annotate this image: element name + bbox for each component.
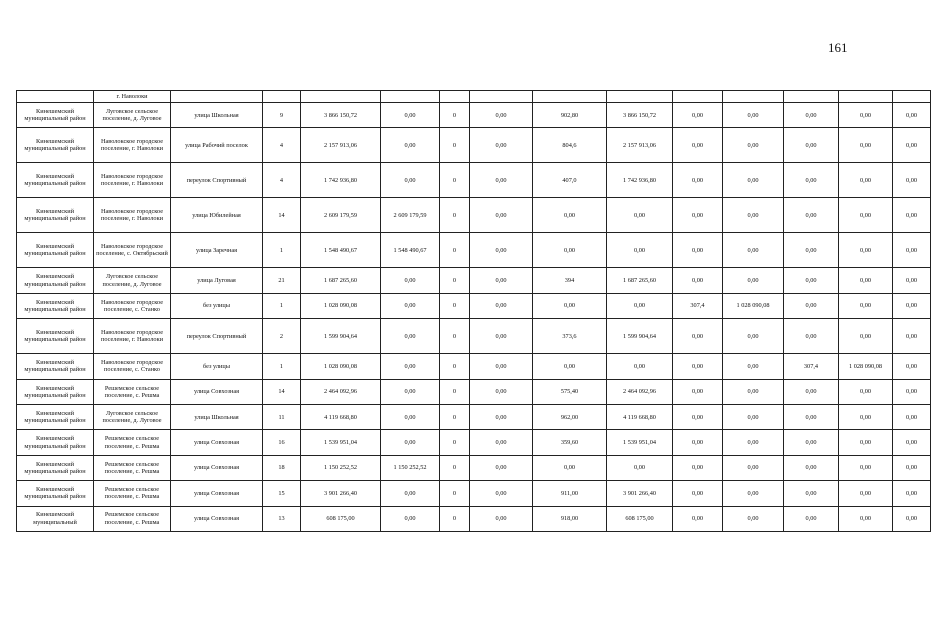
value-cell: 0,00 (784, 319, 839, 354)
amount-cell: 0,00 (381, 319, 440, 354)
street-cell: переулок Спортивный (171, 319, 263, 354)
amount-cell: 0,00 (723, 506, 784, 531)
total-cost-cell: 1 742 936,80 (301, 163, 381, 198)
value-cell: 0,00 (673, 128, 723, 163)
district-cell: Кинешемский муниципальный район (17, 268, 94, 293)
amount-cell: 3 901 266,40 (607, 481, 673, 506)
amount-cell: 0,00 (470, 481, 533, 506)
amount-cell: 0,00 (723, 198, 784, 233)
value-cell: 0,00 (784, 379, 839, 404)
house-number-cell: 9 (263, 103, 301, 128)
count-cell: 0 (440, 379, 470, 404)
district-cell: Кинешемский муниципальный район (17, 354, 94, 379)
count-cell: 0 (440, 103, 470, 128)
value-cell: 0,00 (673, 103, 723, 128)
value-cell: 0,00 (673, 506, 723, 531)
total-cost-cell: 4 119 668,80 (301, 404, 381, 429)
area-cell: 962,00 (533, 404, 607, 429)
street-cell: улица Совхозная (171, 430, 263, 455)
house-number-cell: 1 (263, 293, 301, 318)
amount-cell: 0,00 (839, 293, 893, 318)
amount-cell: 0,00 (839, 379, 893, 404)
amount-cell: 0,00 (381, 481, 440, 506)
district-cell: Кинешемский муниципальный район (17, 430, 94, 455)
amount-cell: 0,00 (839, 481, 893, 506)
value-cell: 307,4 (673, 293, 723, 318)
settlement-cell: Наволокское городское поселение, г. Наволоки (94, 128, 171, 163)
district-cell: Кинешемский муниципальный район (17, 404, 94, 429)
amount-cell: 0,00 (381, 293, 440, 318)
value-cell: 0,00 (673, 268, 723, 293)
amount-cell: 0,00 (381, 430, 440, 455)
district-cell (17, 91, 94, 103)
street-cell: улица Совхозная (171, 455, 263, 480)
value-cell: 0,00 (784, 506, 839, 531)
district-cell: Кинешемский муниципальный район (17, 163, 94, 198)
total-cost-cell: 1 150 252,52 (301, 455, 381, 480)
table-row (17, 163, 931, 198)
total-cost-cell: 1 548 490,67 (301, 233, 381, 268)
amount-cell: 1 687 265,60 (607, 268, 673, 293)
area-cell: 0,00 (533, 233, 607, 268)
value-cell: 0,00 (893, 163, 931, 198)
total-cost-cell: 1 599 904,64 (301, 319, 381, 354)
table-row (17, 233, 931, 268)
house-number-cell: 1 (263, 233, 301, 268)
amount-cell: 0,00 (723, 268, 784, 293)
street-cell: улица Совхозная (171, 379, 263, 404)
amount-cell: 0,00 (470, 319, 533, 354)
amount-cell: 0,00 (470, 233, 533, 268)
table-row (17, 293, 931, 318)
amount-cell: 0,00 (607, 198, 673, 233)
amount-cell: 0,00 (607, 293, 673, 318)
amount-cell: 0,00 (470, 430, 533, 455)
value-cell: 0,00 (893, 128, 931, 163)
value-cell: 0,00 (673, 163, 723, 198)
table-row (17, 268, 931, 293)
settlement-cell: Наволокское городское поселение, г. Наволоки (94, 163, 171, 198)
amount-cell: 0,00 (723, 379, 784, 404)
value-cell: 0,00 (893, 354, 931, 379)
amount-cell: 2 157 913,06 (607, 128, 673, 163)
settlement-cell: Луговское сельское поселение, д. Луговое (94, 268, 171, 293)
value-cell: 0,00 (893, 481, 931, 506)
amount-cell: 0,00 (839, 430, 893, 455)
value-cell: 0,00 (673, 233, 723, 268)
value-cell: 0,00 (673, 455, 723, 480)
amount-cell: 0,00 (839, 233, 893, 268)
amount-cell: 0,00 (839, 455, 893, 480)
settlement-cell: Наволокское городское поселение, г. Наволоки (94, 198, 171, 233)
street-cell: без улицы (171, 354, 263, 379)
area-cell: 804,6 (533, 128, 607, 163)
amount-cell: 1 028 090,08 (839, 354, 893, 379)
amount-cell: 0,00 (470, 268, 533, 293)
count-cell: 0 (440, 481, 470, 506)
area-cell: 0,00 (533, 354, 607, 379)
value-cell: 0,00 (784, 128, 839, 163)
settlement-cell: Решемское сельское поселение, с. Решма (94, 506, 171, 531)
value-cell: 0,00 (673, 319, 723, 354)
housing-registry-table (16, 90, 931, 532)
house-number-cell: 1 (263, 354, 301, 379)
table-row (17, 198, 931, 233)
settlement-cell: Наволокское городское поселение, с. Станко (94, 354, 171, 379)
amount-cell: 0,00 (723, 481, 784, 506)
value-cell: 0,00 (893, 293, 931, 318)
district-cell: Кинешемский муниципальный район (17, 319, 94, 354)
house-number-cell: 14 (263, 379, 301, 404)
area-cell: 918,00 (533, 506, 607, 531)
settlement-cell: Луговское сельское поселение, д. Луговое (94, 404, 171, 429)
total-cost-cell: 3 866 150,72 (301, 103, 381, 128)
amount-cell: 0,00 (381, 128, 440, 163)
value-cell: 0,00 (673, 430, 723, 455)
amount-cell: 0,00 (470, 293, 533, 318)
district-cell: Кинешемский муниципальный район (17, 293, 94, 318)
amount-cell: 0,00 (470, 506, 533, 531)
value-cell: 0,00 (784, 404, 839, 429)
settlement-cell: Луговское сельское поселение, д. Луговое (94, 103, 171, 128)
street-cell: переулок Спортивный (171, 163, 263, 198)
amount-cell: 0,00 (839, 319, 893, 354)
amount-cell: 0,00 (839, 506, 893, 531)
amount-cell: 0,00 (381, 404, 440, 429)
amount-cell: 4 119 668,80 (607, 404, 673, 429)
amount-cell: 0,00 (839, 128, 893, 163)
street-cell: улица Школьная (171, 103, 263, 128)
street-cell: улица Рабочий поселок (171, 128, 263, 163)
value-cell: 0,00 (673, 354, 723, 379)
amount-cell: 0,00 (470, 103, 533, 128)
area-cell: 373,6 (533, 319, 607, 354)
table-row (17, 404, 931, 429)
street-cell: улица Школьная (171, 404, 263, 429)
count-cell: 0 (440, 268, 470, 293)
amount-cell: 0,00 (723, 103, 784, 128)
house-number-cell: 18 (263, 455, 301, 480)
table-row (17, 103, 931, 128)
amount-cell: 0,00 (470, 455, 533, 480)
settlement-cell: Решемское сельское поселение, с. Решма (94, 455, 171, 480)
house-number-cell: 13 (263, 506, 301, 531)
value-cell: 0,00 (893, 319, 931, 354)
area-cell: 902,80 (533, 103, 607, 128)
value-cell: 0,00 (673, 404, 723, 429)
area-cell: 394 (533, 268, 607, 293)
total-cost-cell: 608 175,00 (301, 506, 381, 531)
amount-cell: 0,00 (470, 404, 533, 429)
amount-cell: 0,00 (381, 103, 440, 128)
table-row (17, 506, 931, 531)
amount-cell: 0,00 (723, 354, 784, 379)
amount-cell: 0,00 (723, 128, 784, 163)
value-cell: 0,00 (784, 293, 839, 318)
count-cell: 0 (440, 455, 470, 480)
settlement-cell: Решемское сельское поселение, с. Решма (94, 481, 171, 506)
amount-cell: 0,00 (839, 268, 893, 293)
house-number-cell: 15 (263, 481, 301, 506)
settlement-cell: г. Наволоки (94, 91, 171, 103)
house-number-cell: 11 (263, 404, 301, 429)
count-cell: 0 (440, 430, 470, 455)
house-number-cell: 14 (263, 198, 301, 233)
amount-cell: 0,00 (470, 128, 533, 163)
count-cell: 0 (440, 198, 470, 233)
amount-cell: 0,00 (607, 233, 673, 268)
house-number-cell: 2 (263, 319, 301, 354)
amount-cell: 0,00 (723, 404, 784, 429)
value-cell: 0,00 (893, 430, 931, 455)
amount-cell: 3 866 150,72 (607, 103, 673, 128)
count-cell: 0 (440, 233, 470, 268)
value-cell: 0,00 (893, 455, 931, 480)
amount-cell: 0,00 (381, 379, 440, 404)
count-cell: 0 (440, 293, 470, 318)
value-cell: 0,00 (893, 233, 931, 268)
area-cell: 407,0 (533, 163, 607, 198)
amount-cell: 0,00 (470, 354, 533, 379)
amount-cell: 0,00 (723, 163, 784, 198)
amount-cell: 0,00 (839, 198, 893, 233)
amount-cell: 1 742 936,80 (607, 163, 673, 198)
table-row (17, 379, 931, 404)
amount-cell: 1 539 951,04 (607, 430, 673, 455)
amount-cell: 608 175,00 (607, 506, 673, 531)
amount-cell: 0,00 (839, 163, 893, 198)
amount-cell: 0,00 (839, 404, 893, 429)
count-cell: 0 (440, 319, 470, 354)
value-cell: 0,00 (893, 506, 931, 531)
amount-cell: 1 150 252,52 (381, 455, 440, 480)
total-cost-cell: 2 157 913,06 (301, 128, 381, 163)
house-number-cell: 21 (263, 268, 301, 293)
value-cell: 0,00 (893, 268, 931, 293)
count-cell: 0 (440, 404, 470, 429)
table-row (17, 91, 931, 103)
total-cost-cell: 3 901 266,40 (301, 481, 381, 506)
area-cell: 0,00 (533, 455, 607, 480)
amount-cell: 0,00 (381, 506, 440, 531)
amount-cell: 1 548 490,67 (381, 233, 440, 268)
table-row (17, 319, 931, 354)
area-cell: 359,60 (533, 430, 607, 455)
table-row (17, 128, 931, 163)
value-cell: 0,00 (673, 198, 723, 233)
district-cell: Кинешемский муниципальный район (17, 198, 94, 233)
count-cell: 0 (440, 506, 470, 531)
total-cost-cell: 1 539 951,04 (301, 430, 381, 455)
house-number-cell: 4 (263, 163, 301, 198)
page-number: 161 (828, 40, 848, 55)
total-cost-cell: 1 028 090,08 (301, 293, 381, 318)
area-cell: 911,00 (533, 481, 607, 506)
table-row (17, 354, 931, 379)
amount-cell: 2 609 179,59 (381, 198, 440, 233)
district-cell: Кинешемский муниципальный район (17, 233, 94, 268)
value-cell: 0,00 (893, 379, 931, 404)
amount-cell: 0,00 (723, 430, 784, 455)
district-cell: Кинешемский муниципальный район (17, 455, 94, 480)
street-cell: улица Юбилейная (171, 198, 263, 233)
amount-cell: 0,00 (381, 163, 440, 198)
total-cost-cell: 2 609 179,59 (301, 198, 381, 233)
amount-cell: 0,00 (381, 268, 440, 293)
amount-cell: 0,00 (381, 354, 440, 379)
district-cell: Кинешемский муниципальный (17, 506, 94, 531)
amount-cell: 0,00 (723, 455, 784, 480)
house-number-cell: 16 (263, 430, 301, 455)
value-cell: 0,00 (893, 198, 931, 233)
table-row (17, 455, 931, 480)
settlement-cell: Наволокское городское поселение, с. Октябрьский (94, 233, 171, 268)
value-cell: 0,00 (673, 379, 723, 404)
value-cell: 0,00 (784, 233, 839, 268)
count-cell: 0 (440, 128, 470, 163)
table-row (17, 481, 931, 506)
street-cell: без улицы (171, 293, 263, 318)
street-cell: улица Луговая (171, 268, 263, 293)
amount-cell: 0,00 (470, 163, 533, 198)
district-cell: Кинешемский муниципальный район (17, 481, 94, 506)
amount-cell: 2 464 092,96 (607, 379, 673, 404)
amount-cell: 1 599 904,64 (607, 319, 673, 354)
table-row (17, 430, 931, 455)
amount-cell: 1 028 090,08 (723, 293, 784, 318)
value-cell: 0,00 (784, 103, 839, 128)
value-cell: 0,00 (893, 404, 931, 429)
area-cell: 575,40 (533, 379, 607, 404)
count-cell: 0 (440, 163, 470, 198)
street-cell: улица Совхозная (171, 481, 263, 506)
value-cell: 0,00 (673, 481, 723, 506)
total-cost-cell: 1 687 265,60 (301, 268, 381, 293)
value-cell: 0,00 (784, 430, 839, 455)
amount-cell: 0,00 (839, 103, 893, 128)
house-number-cell: 4 (263, 128, 301, 163)
district-cell: Кинешемский муниципальный район (17, 379, 94, 404)
amount-cell: 0,00 (607, 354, 673, 379)
value-cell: 0,00 (784, 268, 839, 293)
total-cost-cell: 2 464 092,96 (301, 379, 381, 404)
amount-cell: 0,00 (470, 198, 533, 233)
area-cell: 0,00 (533, 293, 607, 318)
value-cell: 307,4 (784, 354, 839, 379)
amount-cell: 0,00 (470, 379, 533, 404)
settlement-cell: Наволокское городское поселение, г. Наволоки (94, 319, 171, 354)
total-cost-cell: 1 028 090,08 (301, 354, 381, 379)
amount-cell: 0,00 (723, 233, 784, 268)
street-cell: улица Совхозная (171, 506, 263, 531)
value-cell: 0,00 (784, 455, 839, 480)
settlement-cell: Решемское сельское поселение, с. Решма (94, 430, 171, 455)
district-cell: Кинешемский муниципальный район (17, 103, 94, 128)
value-cell: 0,00 (784, 481, 839, 506)
amount-cell: 0,00 (607, 455, 673, 480)
count-cell: 0 (440, 354, 470, 379)
settlement-cell: Наволокское городское поселение, с. Станко (94, 293, 171, 318)
district-cell: Кинешемский муниципальный район (17, 128, 94, 163)
amount-cell: 0,00 (723, 319, 784, 354)
value-cell: 0,00 (784, 163, 839, 198)
settlement-cell: Решемское сельское поселение, с. Решма (94, 379, 171, 404)
value-cell: 0,00 (893, 103, 931, 128)
street-cell: улица Заречная (171, 233, 263, 268)
area-cell: 0,00 (533, 198, 607, 233)
value-cell: 0,00 (784, 198, 839, 233)
